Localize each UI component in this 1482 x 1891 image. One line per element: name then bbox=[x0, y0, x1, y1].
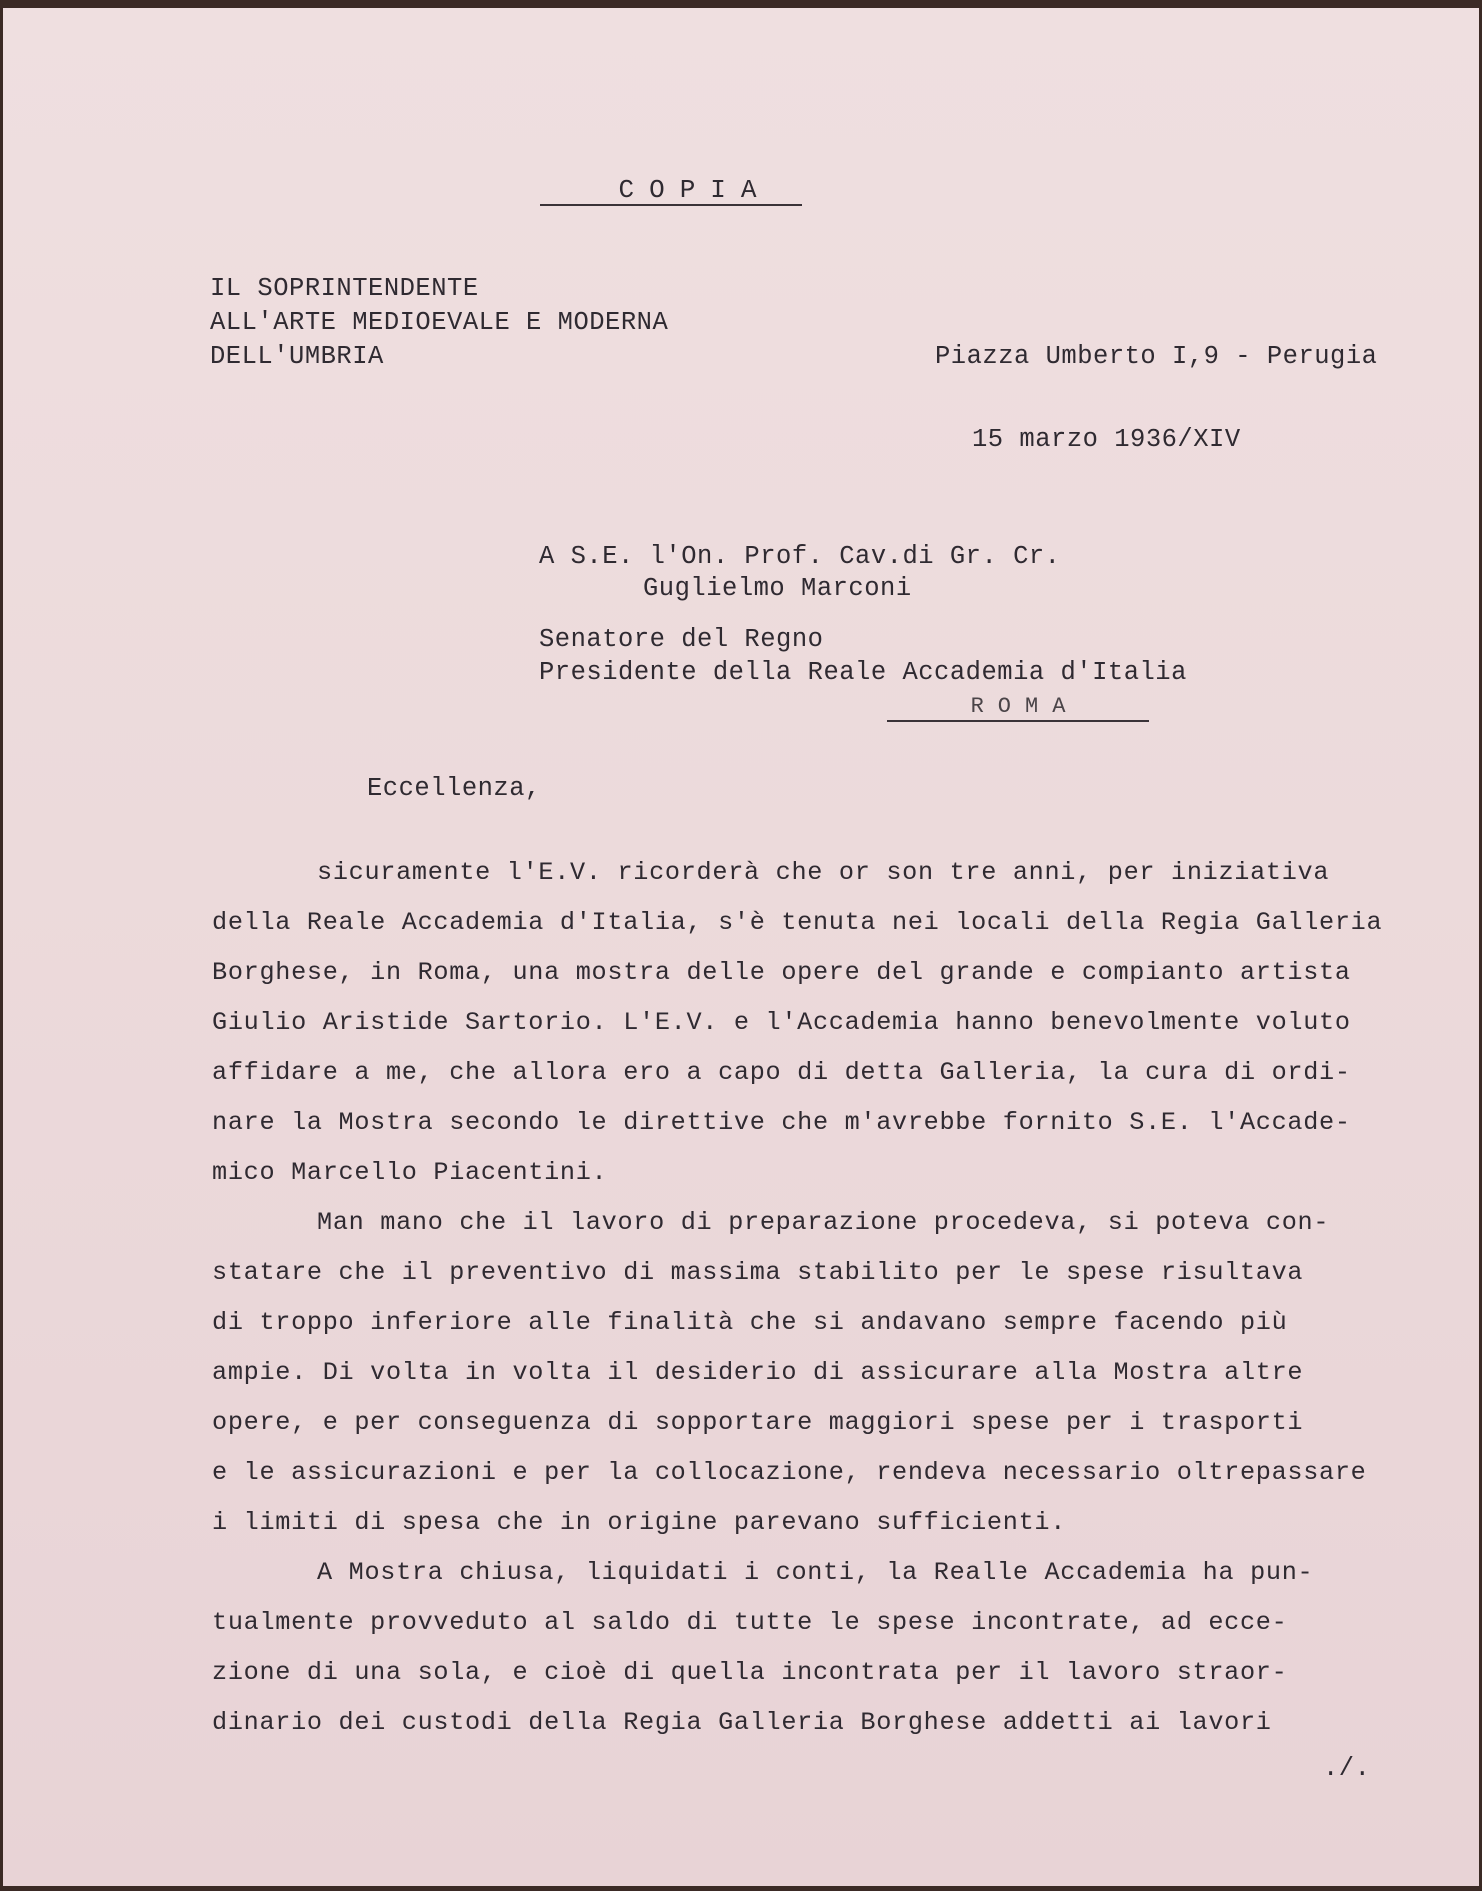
continuation-mark: ./. bbox=[1323, 1754, 1371, 1783]
recipient-role: Senatore del Regno bbox=[539, 625, 824, 654]
body-line: affidare a me, che allora ero a capo di detta Galleria, la cura di ordi- bbox=[212, 1058, 1351, 1087]
body-line: dinario dei custodi della Regia Galleria Borghese addetti ai lavori bbox=[212, 1708, 1272, 1737]
recipient-institution: Presidente della Reale Accademia d'Italia bbox=[539, 658, 1187, 687]
sender-line-3: DELL'UMBRIA bbox=[210, 342, 384, 371]
body-line: ampie. Di volta in volta il desiderio di assicurare alla Mostra altre bbox=[212, 1358, 1304, 1387]
body-line: nare la Mostra secondo le direttive che m'avrebbe fornito S.E. l'Accade- bbox=[212, 1108, 1351, 1137]
body-line: e le assicurazioni e per la collocazione, rendeva necessario oltrepassare bbox=[212, 1458, 1367, 1487]
body-line: Giulio Aristide Sartorio. L'E.V. e l'Accademia hanno benevolmente voluto bbox=[212, 1008, 1351, 1037]
body-line: sicuramente l'E.V. ricorderà che or son tre anni, per iniziativa bbox=[317, 858, 1330, 887]
body-line: della Reale Accademia d'Italia, s'è tenuta nei locali della Regia Galleria bbox=[212, 908, 1383, 937]
salutation: Eccellenza, bbox=[367, 774, 541, 803]
body-line: A Mostra chiusa, liquidati i conti, la Realle Accademia ha pun- bbox=[317, 1558, 1314, 1587]
body-line: Man mano che il lavoro di preparazione procedeva, si poteva con- bbox=[317, 1208, 1330, 1237]
recipient-name: Guglielmo Marconi bbox=[643, 574, 912, 603]
body-line: opere, e per conseguenza di sopportare maggiori spese per i trasporti bbox=[212, 1408, 1304, 1437]
body-line: Borghese, in Roma, una mostra delle opere del grande e compianto artista bbox=[212, 958, 1351, 987]
body-line: i limiti di spesa che in origine parevano sufficienti. bbox=[212, 1508, 1067, 1537]
letter-date: 15 marzo 1936/XIV bbox=[972, 425, 1241, 454]
body-line: zione di una sola, e cioè di quella incontrata per il lavoro straor- bbox=[212, 1658, 1288, 1687]
recipient-city: ROMA bbox=[887, 694, 1149, 722]
recipient-title: A S.E. l'On. Prof. Cav.di Gr. Cr. bbox=[539, 542, 1061, 571]
body-line: di troppo inferiore alle finalità che si andavano sempre facendo più bbox=[212, 1308, 1288, 1337]
sender-line-2: ALL'ARTE MEDIOEVALE E MODERNA bbox=[210, 308, 669, 337]
body-line: mico Marcello Piacentini. bbox=[212, 1158, 608, 1187]
body-line: tualmente provveduto al saldo di tutte le spese incontrate, ad ecce- bbox=[212, 1608, 1288, 1637]
sender-address: Piazza Umberto I,9 - Perugia bbox=[935, 342, 1378, 371]
copia-heading: COPIA bbox=[540, 176, 802, 206]
sender-line-1: IL SOPRINTENDENTE bbox=[210, 274, 479, 303]
letter-page bbox=[3, 8, 1479, 1886]
body-line: statare che il preventivo di massima stabilito per le spese risultava bbox=[212, 1258, 1304, 1287]
